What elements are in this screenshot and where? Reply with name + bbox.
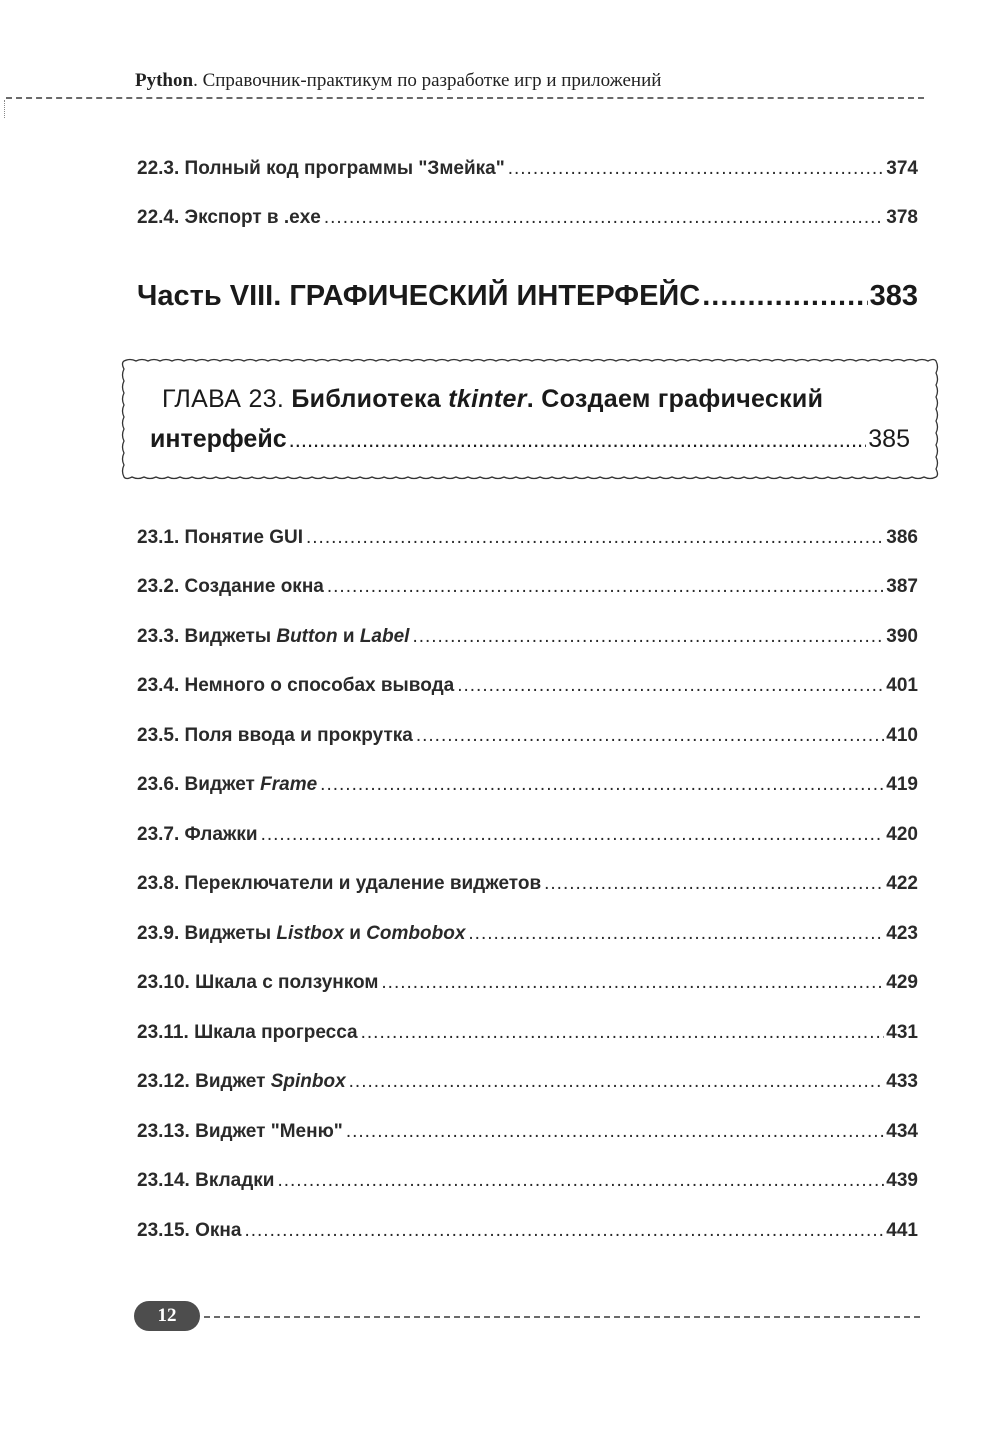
toc-entry-23-1[interactable]	[137, 527, 918, 549]
toc-title: Создание окна	[184, 576, 324, 597]
toc-entry-23-14[interactable]	[137, 1170, 918, 1192]
toc-leader	[320, 774, 884, 796]
toc-leader	[327, 576, 884, 598]
toc-page: 434	[886, 1121, 918, 1142]
footer-rule	[204, 1316, 920, 1318]
toc-number: 23.7.	[137, 824, 180, 845]
chapter-title-line1	[162, 385, 823, 414]
toc-leader	[468, 923, 884, 945]
toc-entry-23-9[interactable]	[137, 923, 918, 945]
toc-page: 374	[886, 158, 918, 179]
toc-entry-23-6[interactable]	[137, 774, 918, 796]
toc-leader	[277, 1170, 884, 1192]
toc-title-italic: Label	[359, 626, 410, 647]
header-subtitle: . Справочник-практикум по разработке игр и приложений	[193, 70, 662, 91]
toc-title-italic: Listbox	[276, 923, 344, 944]
toc-leader	[544, 873, 884, 895]
toc-leader	[346, 1121, 884, 1143]
toc-number: 23.1.	[137, 527, 180, 548]
toc-title-italic: Spinbox	[270, 1071, 346, 1092]
toc-title: Экспорт в .exe	[184, 207, 321, 228]
toc-page: 386	[886, 527, 918, 548]
toc-page: 401	[886, 675, 918, 696]
part-label: Часть VIII. ГРАФИЧЕСКИЙ ИНТЕРФЕЙС	[137, 280, 701, 312]
toc-number: 22.4.	[137, 207, 180, 228]
toc-page: 390	[886, 626, 918, 647]
toc-entry-23-2[interactable]	[137, 576, 918, 598]
toc-entry-23-3[interactable]	[137, 626, 918, 648]
toc-page: 439	[886, 1170, 918, 1191]
toc-page: 433	[886, 1071, 918, 1092]
toc-number: 23.5.	[137, 725, 180, 746]
toc-title: Виджеты	[184, 923, 272, 944]
toc-leader	[324, 207, 884, 229]
toc-title-italic: Button	[276, 626, 338, 647]
toc-title-mid: и	[349, 923, 361, 944]
toc-entry-23-10[interactable]	[137, 972, 918, 994]
toc-leader	[381, 972, 884, 994]
chapter-title-a: Библиотека	[291, 385, 442, 413]
toc-title: Виджет	[184, 774, 255, 795]
toc-title: Вкладки	[195, 1170, 275, 1191]
toc-title-italic: Frame	[260, 774, 318, 795]
toc-page: 429	[886, 972, 918, 993]
toc-page: 378	[886, 207, 918, 228]
toc-entry-23-4[interactable]	[137, 675, 918, 697]
toc-page: 420	[886, 824, 918, 845]
toc-number: 23.9.	[137, 923, 180, 944]
toc-entry-23-15[interactable]	[137, 1220, 918, 1242]
toc-leader	[244, 1220, 884, 1242]
toc-page: 431	[886, 1022, 918, 1043]
toc-number: 23.10.	[137, 972, 190, 993]
toc-title-italic: Combobox	[366, 923, 466, 944]
toc-title: Окна	[195, 1220, 242, 1241]
toc-title: Шкала прогресса	[194, 1022, 358, 1043]
toc-page: 419	[886, 774, 918, 795]
chapter-title-line2	[150, 425, 910, 454]
toc-entry-23-13[interactable]	[137, 1121, 918, 1143]
toc-title: Виджет	[195, 1071, 266, 1092]
chapter-box-border	[118, 355, 942, 483]
toc-title: Понятие GUI	[184, 527, 303, 548]
toc-number: 22.3.	[137, 158, 180, 179]
part-heading[interactable]	[137, 280, 918, 313]
toc-number: 23.11.	[137, 1022, 189, 1043]
toc-number: 23.3.	[137, 626, 180, 647]
toc-number: 23.2.	[137, 576, 180, 597]
toc-title: Полный код программы "Змейка"	[184, 158, 505, 179]
toc-number: 23.8.	[137, 873, 180, 894]
toc-entry-22-4[interactable]	[137, 207, 918, 229]
toc-title: Шкала с ползунком	[195, 972, 379, 993]
chapter-title-b: . Создаем графический	[526, 385, 824, 413]
toc-entry-23-11[interactable]	[137, 1022, 918, 1044]
toc-title: Поля ввода и прокрутка	[184, 725, 413, 746]
toc-leader	[261, 824, 885, 846]
toc-leader	[508, 158, 885, 180]
toc-title: Виджет "Меню"	[195, 1121, 343, 1142]
toc-page: 423	[886, 923, 918, 944]
part-leader	[702, 280, 867, 313]
toc-number: 23.14.	[137, 1170, 190, 1191]
toc-leader	[416, 725, 884, 747]
toc-leader	[306, 527, 884, 549]
header-rule-tick	[4, 100, 7, 118]
toc-title-mid: и	[342, 626, 355, 647]
toc-entry-23-7[interactable]	[137, 824, 918, 846]
toc-leader	[457, 675, 884, 697]
toc-number: 23.13.	[137, 1121, 190, 1142]
part-page: 383	[869, 280, 918, 312]
toc-leader	[349, 1071, 885, 1093]
toc-title: Немного о способах вывода	[184, 675, 455, 696]
chapter-box[interactable]	[118, 355, 942, 483]
toc-title: Виджеты	[184, 626, 272, 647]
toc-number: 23.12.	[137, 1071, 190, 1092]
toc-page: 422	[886, 873, 918, 894]
toc-entry-23-8[interactable]	[137, 873, 918, 895]
toc-page: 410	[886, 725, 918, 746]
header-brand: Python	[135, 70, 194, 91]
page-number-badge: 12	[134, 1301, 200, 1331]
chapter-prefix: ГЛАВА 23.	[162, 385, 285, 413]
running-header	[135, 70, 661, 92]
header-rule	[6, 97, 924, 99]
toc-leader	[361, 1022, 885, 1044]
toc-page: 387	[886, 576, 918, 597]
toc-leader	[412, 626, 884, 648]
toc-number: 23.4.	[137, 675, 180, 696]
toc-entry-23-12[interactable]	[137, 1071, 918, 1093]
toc-number: 23.15.	[137, 1220, 190, 1241]
toc-title: Переключатели и удаление виджетов	[184, 873, 542, 894]
chapter-title-italic: tkinter	[448, 385, 527, 413]
chapter-page: 385	[868, 425, 910, 453]
toc-entry-22-3[interactable]	[137, 158, 918, 180]
toc-number: 23.6.	[137, 774, 180, 795]
toc-entry-23-5[interactable]	[137, 725, 918, 747]
toc-title: Флажки	[184, 824, 258, 845]
chapter-title-c: интерфейс	[150, 425, 287, 453]
toc-page: 441	[886, 1220, 918, 1241]
chapter-leader	[289, 427, 867, 453]
